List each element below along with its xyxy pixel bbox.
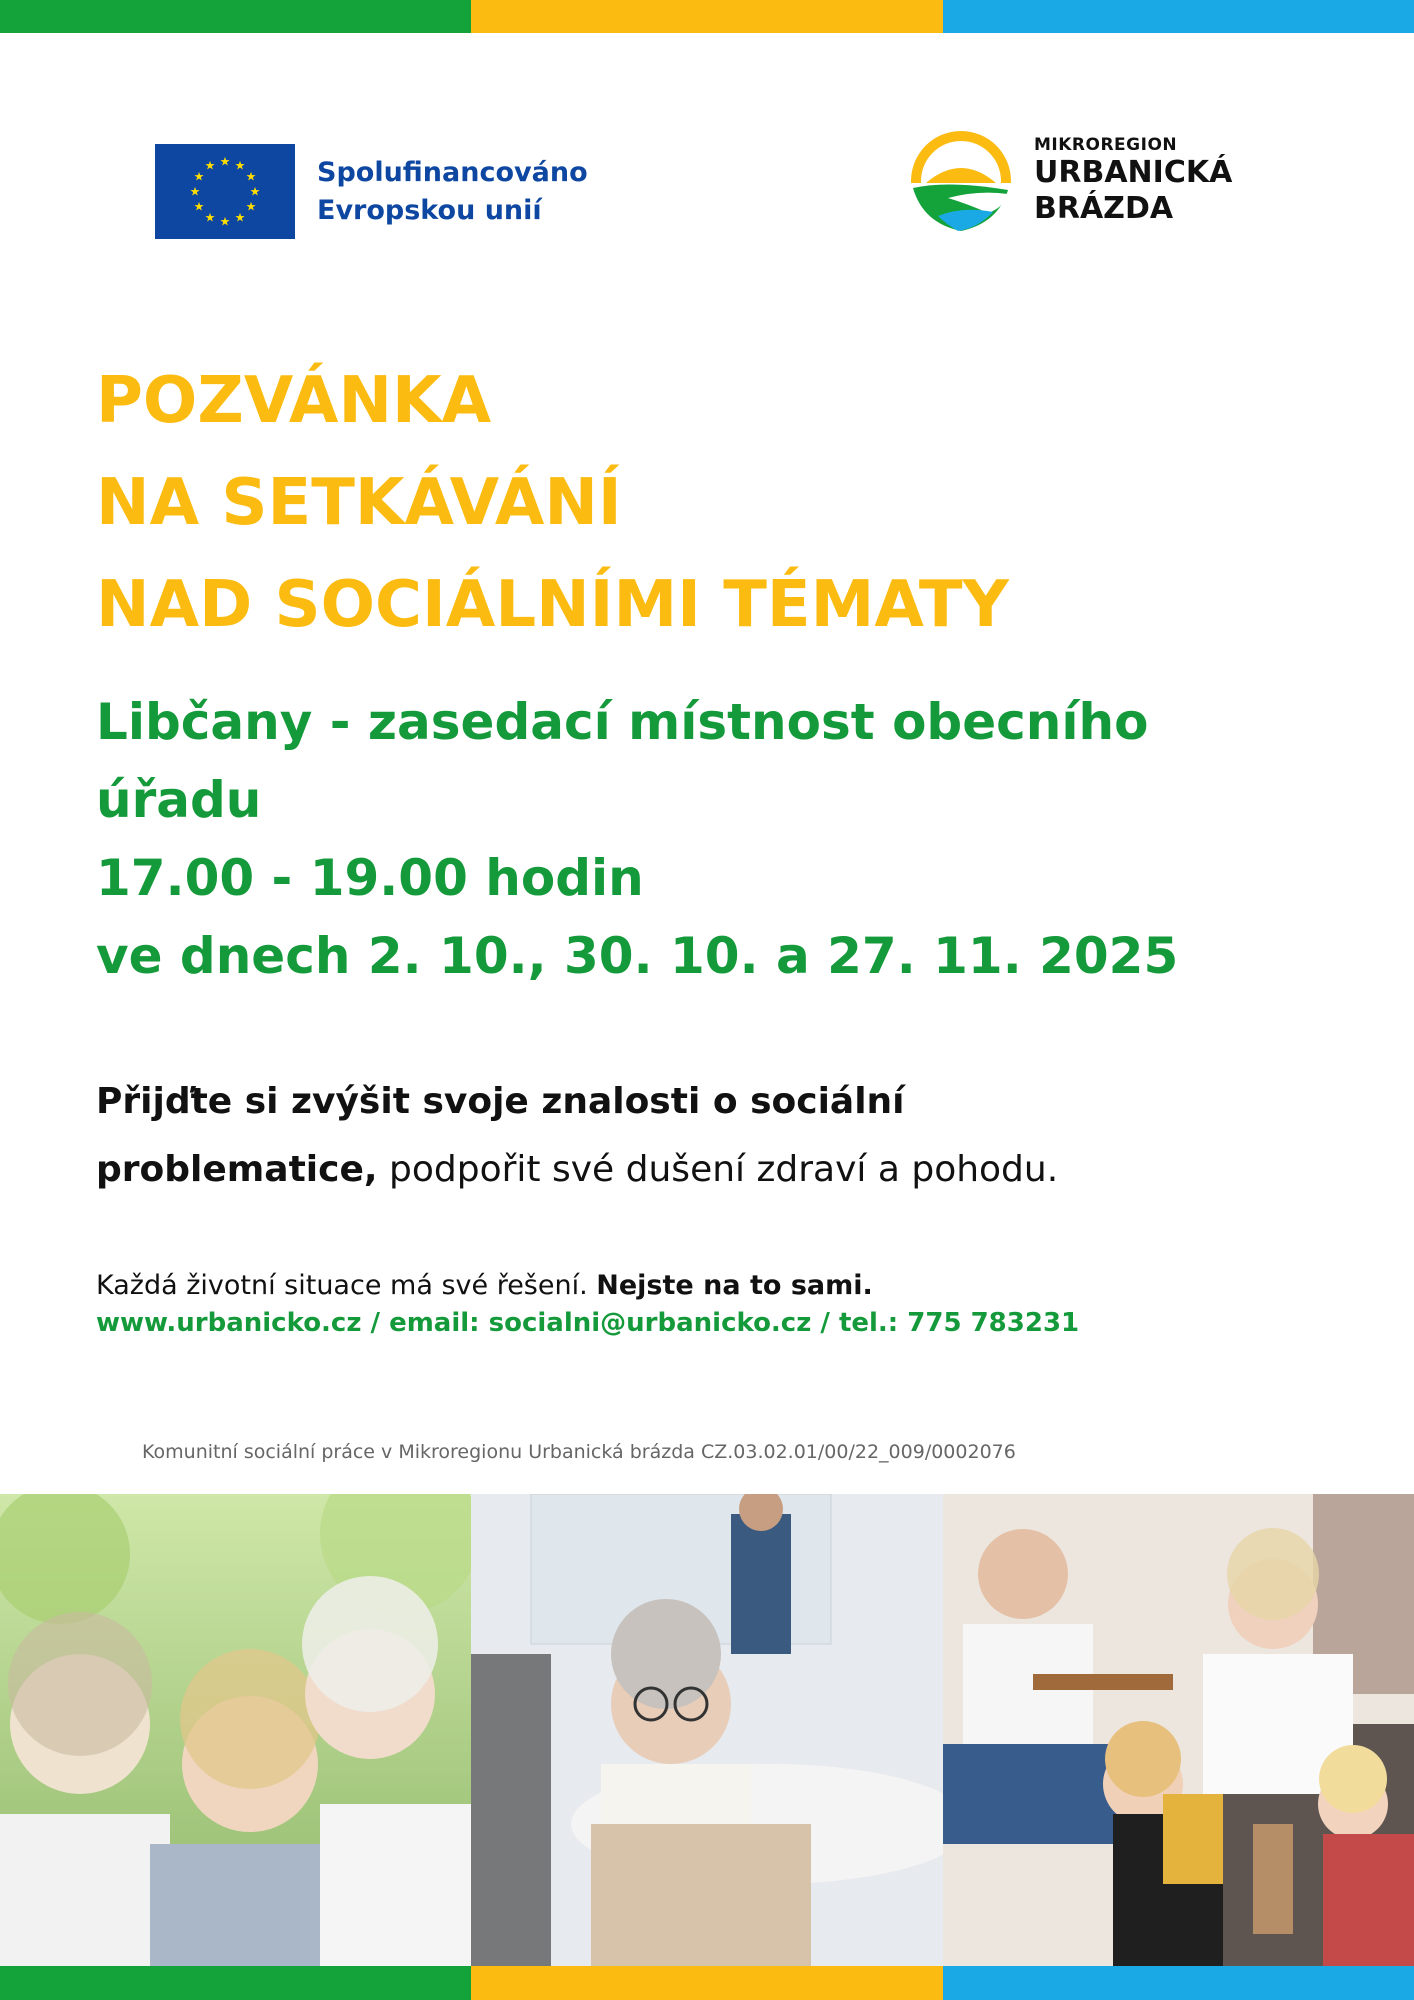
event-dates: ve dnech 2. 10., 30. 10. a 27. 11. 2025 (96, 927, 1179, 985)
lead-bold-line2: problematice, (96, 1149, 378, 1190)
stripe-yellow (471, 1966, 942, 2000)
photo-three-senior-women (0, 1494, 471, 1966)
top-color-stripe (0, 0, 1414, 33)
contact-line[interactable]: www.urbanicko.cz / email: socialni@urbanicko.cz / tel.: 775 783231 (96, 1308, 1080, 1338)
stripe-yellow (471, 0, 942, 33)
photo-senior-woman-classroom (471, 1494, 942, 1966)
region-label: MIKROREGION (1034, 135, 1178, 155)
lead-paragraph (96, 1068, 1058, 1204)
tagline-normal: Každá životní situace má své řešení. (96, 1270, 597, 1301)
title-line2: NA SETKÁVÁNÍ (96, 466, 622, 540)
stripe-blue (943, 1966, 1414, 2000)
invitation-title (96, 350, 1009, 656)
urbanicka-brazda-logo (908, 128, 1232, 234)
title-line1: POZVÁNKA (96, 364, 492, 438)
stripe-green (0, 0, 471, 33)
eu-star: ★ (245, 169, 257, 184)
region-name-line2: BRÁZDA (1034, 191, 1174, 226)
eu-logo-text (317, 154, 588, 230)
photo-family-with-ukulele (943, 1494, 1414, 1966)
bottom-color-stripe (0, 1966, 1414, 2000)
eu-star: ★ (193, 169, 205, 184)
event-place-line1: Libčany - zasedací místnost obecního (96, 693, 1149, 751)
photo-strip (0, 1494, 1414, 1966)
eu-star: ★ (234, 158, 246, 173)
project-footnote: Komunitní sociální práce v Mikroregionu Urbanická brázda CZ.03.02.01/00/22_009/0002076 (142, 1441, 1016, 1463)
title-line3: NAD SOCIÁLNÍMI TÉMATY (96, 568, 1009, 642)
stripe-blue (943, 0, 1414, 33)
stripe-green (0, 1966, 471, 2000)
eu-star: ★ (249, 184, 261, 199)
tagline (96, 1268, 873, 1304)
event-time: 17.00 - 19.00 hodin (96, 849, 644, 907)
urbanicka-brazda-logo-text (1034, 135, 1232, 227)
region-name-line1: URBANICKÁ (1034, 155, 1233, 190)
eu-star: ★ (245, 199, 257, 214)
eu-star: ★ (219, 154, 231, 169)
lead-rest: podpořit své dušení zdraví a pohodu. (377, 1149, 1059, 1190)
eu-star: ★ (219, 214, 231, 229)
eu-logo-line2: Evropskou unií (317, 194, 542, 226)
eu-cofinancing-logo (155, 144, 588, 239)
eu-star: ★ (204, 158, 216, 173)
eu-star: ★ (234, 210, 246, 225)
event-place-line2: úřadu (96, 771, 262, 829)
tagline-bold: Nejste na to sami. (596, 1270, 873, 1301)
eu-star: ★ (193, 199, 205, 214)
eu-star: ★ (189, 184, 201, 199)
eu-logo-line1: Spolufinancováno (317, 156, 588, 188)
urbanicka-brazda-logo-icon (908, 128, 1014, 234)
eu-flag-icon (155, 144, 295, 239)
lead-bold-line1: Přijďte si zvýšit svoje znalosti o sociální (96, 1081, 905, 1122)
eu-star: ★ (204, 210, 216, 225)
event-details (96, 683, 1178, 995)
